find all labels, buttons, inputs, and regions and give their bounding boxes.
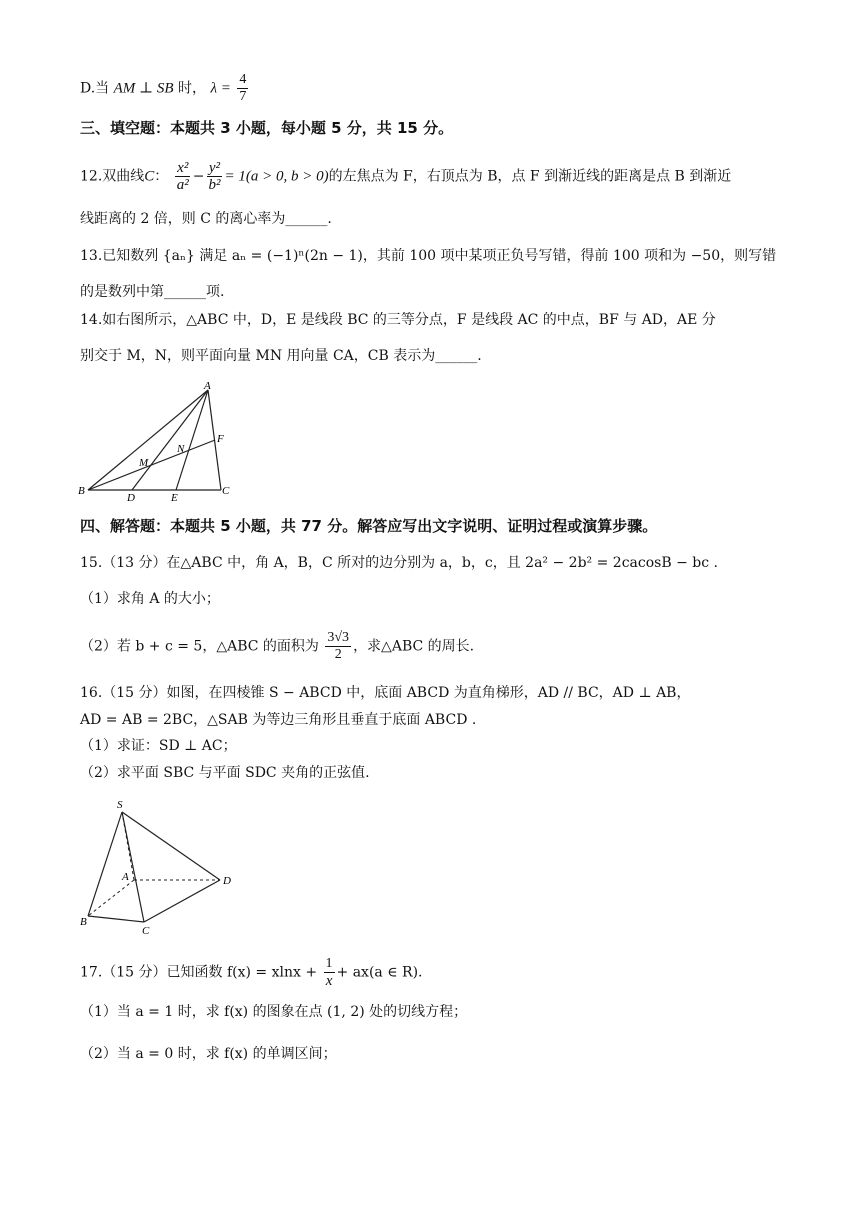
q17-start: 17.（15 分）已知函数 f(x) = xlnx + <box>80 964 318 981</box>
edge-bc <box>88 916 144 922</box>
segment-ad <box>132 390 208 490</box>
segment-bf <box>88 440 215 490</box>
q12-line-2: 线距离的 2 倍，则 C 的离心率为______. <box>80 211 332 227</box>
edge-ab <box>88 390 208 490</box>
label-a: A <box>204 380 211 392</box>
q15-part-1: （1）求角 A 的大小； <box>80 591 220 607</box>
label-b: B <box>80 916 87 928</box>
edge-ab-hidden <box>88 880 134 916</box>
q15-area-fraction <box>325 630 351 663</box>
triangle-figure <box>76 380 246 509</box>
option-d-numerator: 4 <box>239 72 247 87</box>
q13-line-2: 的是数列中第______项. <box>80 284 225 300</box>
label-f: F <box>217 433 224 445</box>
q15-line-1: 15.（13 分）在△ABC 中，角 A，B，C 所对的边分别为 a，b，c，且 2a² − 2b² = 2cacosB − bc . <box>80 555 718 571</box>
q17-numerator: 1 <box>325 956 333 971</box>
label-d: D <box>223 875 231 887</box>
label-c: C <box>142 925 150 936</box>
option-d <box>80 72 250 105</box>
edge-sc <box>122 812 144 922</box>
label-m: M <box>139 457 149 469</box>
q12-equation-tail: = 1(a > 0, b > 0) <box>224 168 329 185</box>
q17-part-2: （2）当 a = 0 时，求 f(x) 的单调区间； <box>80 1046 337 1062</box>
q16-line-2: AD = AB = 2BC，△SAB 为等边三角形且垂直于底面 ABCD . <box>80 712 477 728</box>
q12-b2: b² <box>208 177 221 193</box>
segment-ae <box>176 390 208 490</box>
q17-end: + ax(a ∈ R). <box>336 964 423 981</box>
q12-a2: a² <box>176 177 189 193</box>
q15-part-2 <box>80 630 474 663</box>
label-a: A <box>122 871 129 883</box>
q12-x2: x² <box>177 160 189 176</box>
q17-denominator: x <box>325 973 333 989</box>
q15-area-denominator: 2 <box>334 647 342 662</box>
q16-line-1: 16.（15 分）如图，在四棱锥 S − ABCD 中，底面 ABCD 为直角梯形，AD // BC，AD ⊥ AB， <box>80 685 691 701</box>
q12-frac-y <box>206 160 222 193</box>
q15-area-numerator: 3√3 <box>327 630 350 645</box>
label-s: S <box>117 799 123 811</box>
label-d: D <box>127 492 135 504</box>
option-d-prefix: D.当 <box>80 80 110 97</box>
q12-y2: y² <box>208 160 221 176</box>
triangle-svg <box>76 380 246 505</box>
pyramid-figure <box>78 796 248 940</box>
edge-cd <box>144 880 220 922</box>
q12-prefix: 12.双曲线 <box>80 168 145 185</box>
label-e: E <box>171 492 178 504</box>
option-d-condition: AM ⊥ SB <box>113 80 174 97</box>
q16-part-2: （2）求平面 SBC 与平面 SDC 夹角的正弦值. <box>80 765 370 781</box>
option-d-lambda: λ = <box>210 80 231 97</box>
option-d-fraction <box>237 72 248 105</box>
q13-line-1: 13.已知数列 {aₙ} 满足 aₙ = (−1)ⁿ(2n − 1)，其前 100 项中某项正负号写错，得前 100 项和为 −50，则写错 <box>80 248 777 264</box>
q14-line-1: 14.如右图所示，△ABC 中，D，E 是线段 BC 的三等分点，F 是线段 AC 的中点，BF 与 AD，AE 分 <box>80 312 716 328</box>
q12-line-1: 12.双曲线C： $\frac{\text{x²}}{\text{a²}}$ − $\frac{\text{y²}}{\text{b²}}$ = 1(a > 0, b > 0)的左焦点为 F，右顶点为 B，点 F 到渐近线的距离是点 B 到渐近 <box>80 160 732 193</box>
label-c: C <box>222 485 230 497</box>
section-3-heading: 三、填空题：本题共 3 小题，每小题 5 分，共 15 分。 <box>80 119 454 137</box>
edge-sb <box>88 812 122 916</box>
option-d-denominator: 7 <box>239 89 247 104</box>
q14-line-2: 别交于 M，N，则平面向量 MN 用向量 CA，CB 表示为______. <box>80 348 482 364</box>
q15-part-2-end: ，求△ABC 的周长. <box>353 638 475 655</box>
label-b: B <box>78 485 85 497</box>
q12-rest: 的左焦点为 F，右顶点为 B，点 F 到渐近线的距离是点 B 到渐近 <box>328 168 732 185</box>
q12-colon: ： <box>154 168 169 185</box>
section-4-heading: 四、解答题：本题共 5 小题，共 77 分。解答应写出文字说明、证明过程或演算步骤。 <box>80 517 658 535</box>
pyramid-svg <box>78 796 248 936</box>
q17-part-1: （1）当 a = 1 时，求 f(x) 的图象在点 (1, 2) 处的切线方程； <box>80 1004 468 1020</box>
q16-part-1: （1）求证：SD ⊥ AC； <box>80 738 237 754</box>
q15-part-2-start: （2）若 b + c = 5，△ABC 的面积为 <box>80 638 319 655</box>
q12-frac-x <box>175 160 191 193</box>
edge-sd <box>122 812 220 880</box>
q12-c: C <box>144 168 155 185</box>
q17-fraction <box>324 956 335 989</box>
q17-line-1 <box>80 956 422 989</box>
option-d-mid: 时， <box>178 80 207 97</box>
label-n: N <box>177 443 185 455</box>
